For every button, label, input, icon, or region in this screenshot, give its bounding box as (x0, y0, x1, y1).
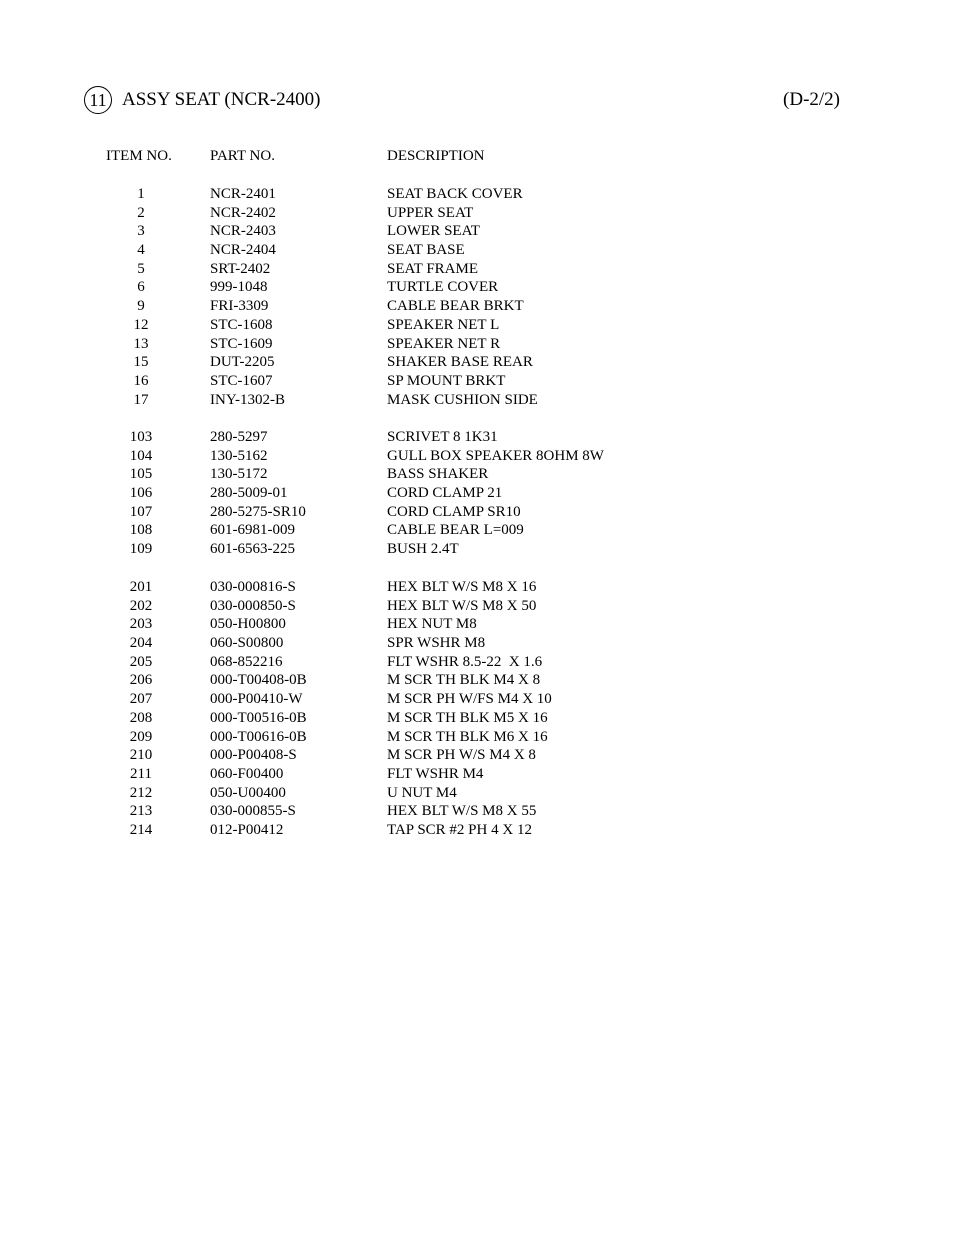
part-number: 050-H00800 (210, 616, 286, 633)
part-description: BUSH 2.4T (387, 541, 459, 558)
part-number: 601-6981-009 (210, 522, 295, 539)
item-number: 13 (133, 335, 149, 352)
item-number: 9 (137, 298, 145, 315)
part-number: 060-S00800 (210, 635, 284, 652)
table-row (0, 503, 954, 522)
table-row (0, 746, 954, 765)
part-number: 999-1048 (210, 279, 268, 296)
table-row (0, 821, 954, 840)
item-number: 203 (129, 616, 153, 633)
part-number: 000-T00616-0B (210, 728, 307, 745)
item-number: 204 (129, 635, 153, 652)
part-description: BASS SHAKER (387, 466, 489, 483)
table-row (0, 185, 954, 204)
item-number: 15 (133, 354, 149, 371)
table-row (0, 204, 954, 223)
part-description: CABLE BEAR BRKT (387, 298, 524, 315)
item-number: 210 (129, 747, 153, 764)
table-row (0, 297, 954, 316)
table-row (0, 241, 954, 260)
part-number: 000-P00408-S (210, 747, 297, 764)
table-row (0, 765, 954, 784)
item-number: 202 (129, 597, 153, 614)
part-number: 000-T00408-0B (210, 672, 307, 689)
part-number: 068-852216 (210, 653, 283, 670)
table-row (0, 597, 954, 616)
part-number: 030-000816-S (210, 579, 296, 595)
part-number: NCR-2404 (210, 242, 276, 259)
description-header: DESCRIPTION (387, 148, 485, 164)
part-description: HEX BLT W/S M8 X 50 (387, 597, 537, 614)
table-row (0, 615, 954, 634)
part-number: 601-6563-225 (210, 541, 295, 558)
table-row (0, 540, 954, 559)
part-description: SEAT BACK COVER (387, 186, 523, 202)
table-row (0, 728, 954, 747)
item-number: 205 (129, 653, 153, 670)
part-description: HEX NUT M8 (387, 616, 477, 633)
part-number: STC-1608 (210, 316, 273, 333)
part-description: M SCR TH BLK M4 X 8 (387, 672, 541, 689)
table-row (0, 521, 954, 540)
part-description: CABLE BEAR L=009 (387, 522, 524, 539)
item-number: 109 (129, 541, 153, 558)
table-row (0, 335, 954, 354)
table-row (0, 278, 954, 297)
part-description: HEX BLT W/S M8 X 55 (387, 803, 537, 820)
part-number: INY-1302-B (210, 391, 285, 408)
part-number: STC-1607 (210, 372, 273, 389)
part-description: U NUT M4 (387, 784, 457, 801)
part-description: CORD CLAMP 21 (387, 485, 503, 502)
part-number: 130-5162 (210, 447, 268, 464)
part-number: NCR-2402 (210, 204, 276, 221)
table-row (0, 222, 954, 241)
part-description: M SCR PH W/S M4 X 8 (387, 747, 536, 764)
part-number: 030-000850-S (210, 597, 296, 614)
item-number: 207 (129, 691, 153, 708)
table-row (0, 353, 954, 372)
part-description: LOWER SEAT (387, 223, 480, 240)
item-number: 211 (130, 765, 152, 782)
table-row (0, 671, 954, 690)
item-number: 6 (137, 279, 145, 296)
part-description: HEX BLT W/S M8 X 16 (387, 579, 537, 595)
item-number: 2 (137, 204, 145, 221)
part-description: SEAT BASE (387, 242, 465, 259)
table-row (0, 653, 954, 672)
item-number: 208 (129, 709, 153, 726)
item-number: 201 (129, 579, 153, 595)
page-reference: (D-2/2) (783, 89, 840, 110)
part-number: 060-F00400 (210, 765, 284, 782)
item-number: 107 (129, 503, 153, 520)
item-number: 214 (129, 821, 153, 838)
part-number: 030-000855-S (210, 803, 296, 820)
item-number: 4 (137, 242, 145, 259)
item-number: 209 (129, 728, 153, 745)
item-number: 16 (133, 372, 149, 389)
item-number: 1 (137, 186, 145, 202)
table-row (0, 784, 954, 803)
part-description: SPEAKER NET L (387, 316, 500, 333)
table-row (0, 802, 954, 821)
parts-group-fasteners (0, 578, 954, 840)
part-description: SPR WSHR M8 (387, 635, 486, 652)
part-number: 130-5172 (210, 466, 268, 483)
table-row (0, 372, 954, 391)
part-description: M SCR TH BLK M5 X 16 (387, 709, 548, 726)
table-row (0, 690, 954, 709)
table-row (0, 447, 954, 466)
part-number: STC-1609 (210, 335, 273, 352)
item-number: 106 (129, 485, 153, 502)
item-number: 206 (129, 672, 153, 689)
table-row (0, 260, 954, 279)
part-number: FRI-3309 (210, 298, 269, 315)
item-number: 3 (137, 223, 145, 240)
parts-group-main (0, 185, 954, 409)
table-row (0, 578, 954, 597)
part-description: SCRIVET 8 1K31 (387, 429, 498, 445)
part-number: 050-U00400 (210, 784, 286, 801)
part-description: MASK CUSHION SIDE (387, 391, 538, 408)
part-description: SPEAKER NET R (387, 335, 501, 352)
table-row (0, 428, 954, 447)
part-description: FLT WSHR 8.5-22 X 1.6 (387, 653, 543, 670)
part-description: CORD CLAMP SR10 (387, 503, 521, 520)
part-description: GULL BOX SPEAKER 8OHM 8W (387, 447, 604, 464)
table-row (0, 634, 954, 653)
part-description: SEAT FRAME (387, 260, 478, 277)
item-no-header: ITEM NO. (106, 148, 172, 164)
part-no-header: PART NO. (210, 148, 275, 164)
assembly-number-badge: 11 (84, 86, 112, 114)
item-number: 105 (129, 466, 153, 483)
part-description: M SCR TH BLK M6 X 16 (387, 728, 548, 745)
item-number: 104 (129, 447, 153, 464)
part-description: TAP SCR #2 PH 4 X 12 (387, 821, 532, 838)
part-description: SHAKER BASE REAR (387, 354, 533, 371)
part-description: SP MOUNT BRKT (387, 372, 506, 389)
part-number: 000-P00410-W (210, 691, 303, 708)
part-number: NCR-2403 (210, 223, 276, 240)
item-number: 103 (129, 429, 153, 445)
part-number: NCR-2401 (210, 186, 276, 202)
part-number: 280-5009-01 (210, 485, 288, 502)
item-number: 108 (129, 522, 153, 539)
part-description: TURTLE COVER (387, 279, 499, 296)
part-description: M SCR PH W/FS M4 X 10 (387, 691, 552, 708)
item-number: 5 (137, 260, 145, 277)
page-header (84, 86, 840, 116)
item-number: 17 (133, 391, 149, 408)
part-number: 012-P00412 (210, 821, 284, 838)
table-row (0, 316, 954, 335)
table-row (0, 484, 954, 503)
item-number: 213 (129, 803, 153, 820)
page-title: ASSY SEAT (NCR-2400) (122, 89, 321, 110)
part-number: 280-5275-SR10 (210, 503, 306, 520)
part-number: SRT-2402 (210, 260, 271, 277)
table-row (0, 465, 954, 484)
part-description: UPPER SEAT (387, 204, 474, 221)
parts-group-hardware (0, 428, 954, 559)
part-number: 000-T00516-0B (210, 709, 307, 726)
column-headers (0, 147, 954, 167)
item-number: 12 (133, 316, 149, 333)
item-number: 212 (129, 784, 153, 801)
table-row (0, 709, 954, 728)
table-row (0, 391, 954, 410)
part-number: DUT-2205 (210, 354, 275, 371)
part-description: FLT WSHR M4 (387, 765, 484, 782)
part-number: 280-5297 (210, 429, 268, 445)
